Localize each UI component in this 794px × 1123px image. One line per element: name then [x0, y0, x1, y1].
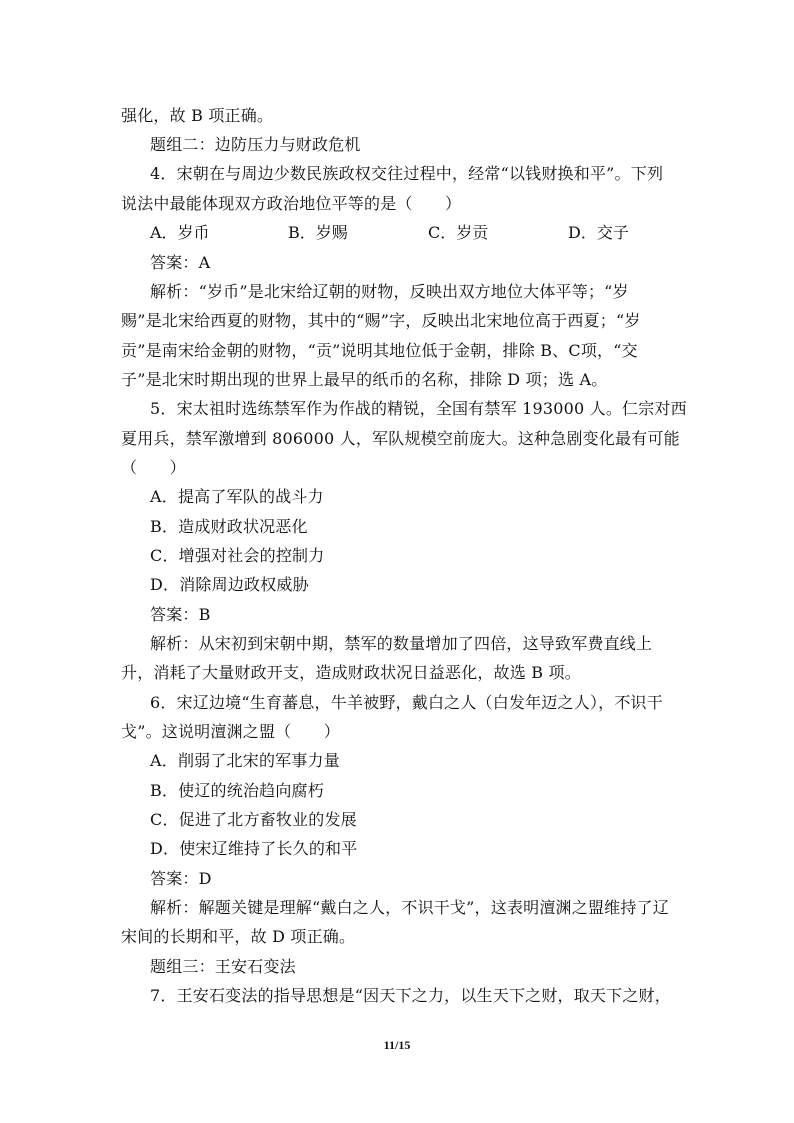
- q6-option-d: D．使宋辽维持了长久的和平: [150, 839, 358, 858]
- q4-option-a: A．岁币: [150, 223, 210, 242]
- q6-explanation: 解析：解题关键是理解“戴白之人，不识干戈”，这表明澶渊之盟维持了辽: [150, 898, 669, 917]
- section-heading: 题组三：王安石变法: [150, 957, 296, 976]
- q4-explanation: 解析：“岁币”是北宋给辽朝的财物，反映出双方地位大体平等；“岁: [150, 282, 629, 301]
- q5-option-d: D．消除周边政权威胁: [150, 575, 309, 594]
- q5-answer: 答案：B: [150, 605, 211, 624]
- q5-option-c: C．增强对社会的控制力: [150, 546, 325, 565]
- q6-answer: 答案：D: [150, 869, 212, 888]
- question-5-stem-cont: 夏用兵，禁军激增到 806000 人，军队规模空前庞大。这种急剧变化最有可能: [121, 429, 680, 448]
- q6-option-b: B．使辽的统治趋向腐朽: [150, 781, 324, 800]
- question-6-stem: 6．宋辽边境“生育蕃息，牛羊被野，戴白之人（白发年迈之人），不识干: [150, 693, 663, 712]
- text-line: 强化，故 B 项正确。: [121, 106, 274, 125]
- q4-option-b: B．岁赐: [288, 223, 348, 242]
- q4-option-c: C．岁贡: [428, 223, 489, 242]
- question-4-stem: 4．宋朝在与周边少数民族政权交往过程中，经常“以钱财换和平”。下列: [150, 164, 664, 183]
- q6-option-c: C．促进了北方畜牧业的发展: [150, 810, 357, 829]
- question-4-stem-cont: 说法中最能体现双方政治地位平等的是（ ）: [121, 194, 462, 213]
- q5-explanation-cont: 升，消耗了大量财政开支，造成财政状况日益恶化，故选 B 项。: [121, 663, 581, 682]
- q5-option-b: B．造成财政状况恶化: [150, 517, 308, 536]
- q4-option-d: D．交子: [568, 223, 629, 242]
- q4-answer: 答案：A: [150, 253, 211, 272]
- q4-explanation-cont: 子”是北宋时期出现的世界上最早的纸币的名称，排除 D 项；选 A。: [121, 370, 608, 389]
- q6-explanation-cont: 宋间的长期和平，故 D 项正确。: [121, 927, 356, 946]
- question-6-stem-cont: 戈”。这说明澶渊之盟（ ）: [121, 722, 340, 741]
- question-5-stem: 5．宋太祖时选练禁军作为作战的精锐，全国有禁军 193000 人。仁宗对西: [150, 399, 687, 418]
- q4-explanation-cont: 贡”是南宋给金朝的财物，“贡”说明其地位低于金朝，排除 B、C项，“交: [121, 341, 638, 360]
- q6-option-a: A．削弱了北宋的军事力量: [150, 751, 340, 770]
- section-heading: 题组二：边防压力与财政危机: [150, 135, 361, 154]
- q4-explanation-cont: 赐”是北宋给西夏的财物，其中的“赐”字，反映出北宋地位高于西夏；“岁: [121, 311, 641, 330]
- q5-explanation: 解析：从宋初到宋朝中期，禁军的数量增加了四倍，这导致军费直线上: [150, 634, 653, 653]
- page-number: 11/15: [383, 1038, 411, 1052]
- q5-option-a: A．提高了军队的战斗力: [150, 487, 324, 506]
- question-5-stem-cont: （ ）: [121, 458, 186, 477]
- question-7-stem: 7．王安石变法的指导思想是“因天下之力，以生天下之财，取天下之财，: [150, 986, 671, 1005]
